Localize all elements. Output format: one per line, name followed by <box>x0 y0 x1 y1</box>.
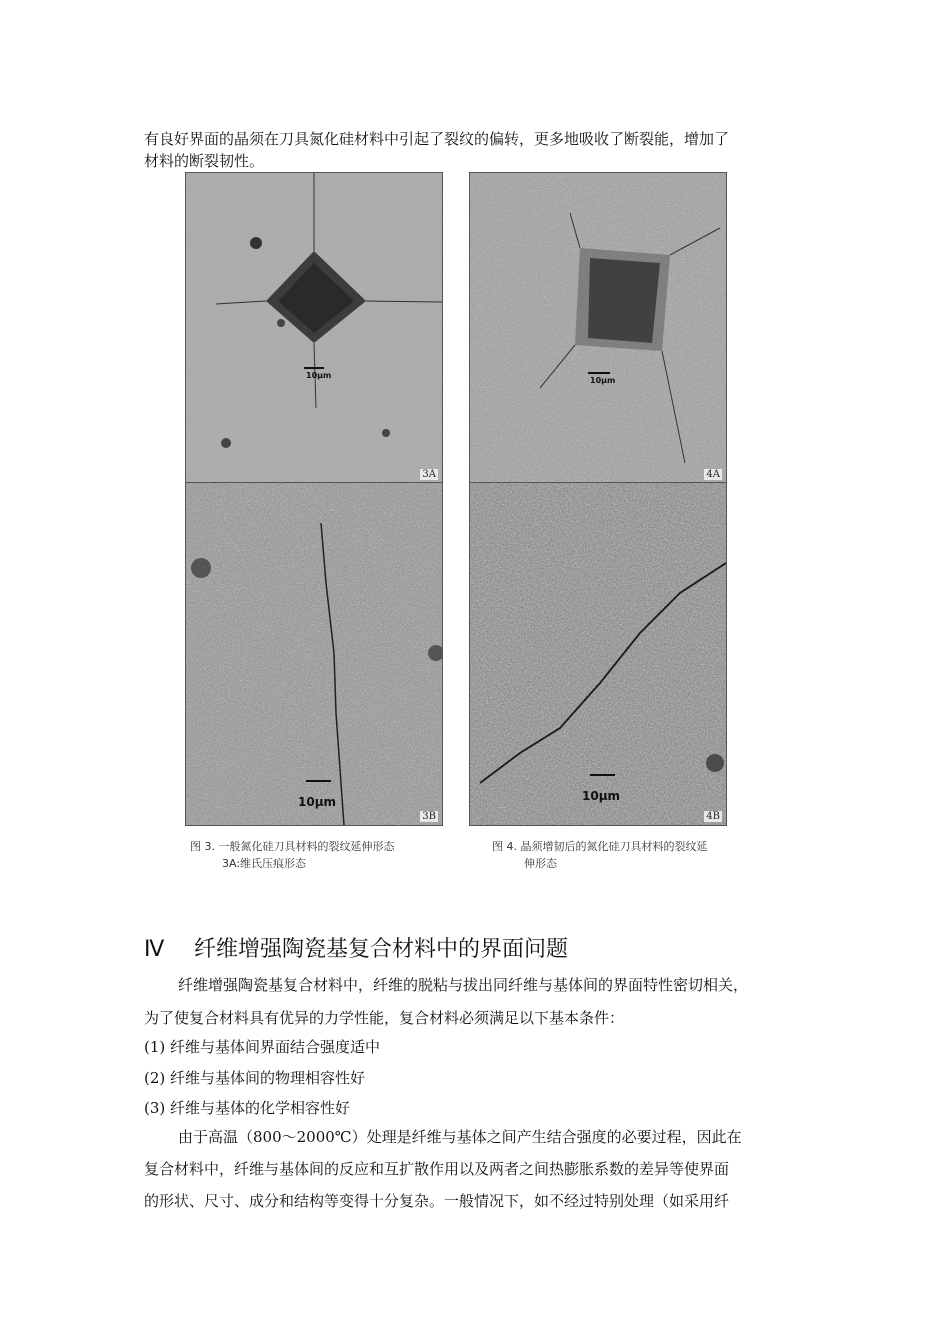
panel-label-3a: 3A <box>422 469 436 480</box>
scale-bar-4a: 10μm <box>590 376 616 385</box>
section-title: 纤维增强陶瓷基复合材料中的界面问题 <box>194 937 569 962</box>
micrograph-panel-3b <box>185 482 443 826</box>
micrograph-figure <box>185 172 727 827</box>
caption-left-line-1: 图 3. 一般氮化硅刀具材料的裂纹延伸形态 <box>190 840 395 853</box>
micrograph-panel-3a <box>185 172 443 484</box>
micrograph-panel-4b <box>469 482 727 826</box>
panel-label-4b: 4B <box>706 811 720 822</box>
section-number: Ⅳ <box>144 937 165 962</box>
intro-line-2: 材料的断裂韧性。 <box>144 152 265 170</box>
caption-right-line-2: 伸形态 <box>524 857 557 870</box>
intro-line-1: 有良好界面的晶须在刀具氮化硅材料中引起了裂纹的偏转，更多地吸收了断裂能，增加了 <box>144 130 730 148</box>
caption-right-line-1: 图 4. 晶须增韧后的氮化硅刀具材料的裂纹延 <box>492 840 708 853</box>
scale-bar-3b: 10μm <box>298 795 337 809</box>
scale-bar-4b: 10μm <box>582 789 621 803</box>
list-item-1: (1) 纤维与基体间界面结合强度适中 <box>144 1038 381 1056</box>
panel-label-3b: 3B <box>422 811 436 822</box>
section-heading <box>144 932 568 963</box>
figure-caption-right <box>492 838 742 872</box>
micrograph-panel-4a <box>469 172 727 484</box>
figure-caption-left <box>190 838 450 872</box>
body-p2-line-3: 的形状、尺寸、成分和结构等变得十分复杂。一般情况下，如不经过特别处理（如采用纤 <box>144 1192 730 1210</box>
body-p2-line-2: 复合材料中，纤维与基体间的反应和互扩散作用以及两者之间热膨胀系数的差异等使界面 <box>144 1160 730 1178</box>
scale-bar-3a: 10μm <box>306 371 332 380</box>
panel-label-4a: 4A <box>706 469 720 480</box>
caption-left-line-2: 3A:维氏压痕形态 <box>222 857 307 870</box>
list-item-3: (3) 纤维与基体的化学相容性好 <box>144 1099 351 1117</box>
body-p1-line-2: 为了使复合材料具有优异的力学性能，复合材料必须满足以下基本条件： <box>144 1009 625 1027</box>
body-p1-line-1: 纤维增强陶瓷基复合材料中，纤维的脱粘与拔出同纤维与基体间的界面特性密切相关， <box>178 976 749 994</box>
body-p2-line-1: 由于高温（800～2000℃）处理是纤维与基体之间产生结合强度的必要过程，因此在 <box>178 1128 742 1146</box>
list-item-2: (2) 纤维与基体间的物理相容性好 <box>144 1069 366 1087</box>
